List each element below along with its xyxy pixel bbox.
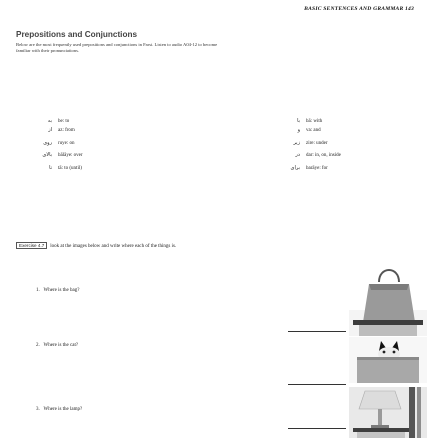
vocab-item <box>30 152 83 158</box>
exercise-text: look at the images below and write where each of the things is. <box>50 244 177 249</box>
vocab-gloss: zire: under <box>306 141 328 146</box>
vocab-farsi: بالای <box>42 152 52 158</box>
vocab-gloss: az: from <box>58 128 75 133</box>
vocab-item <box>30 118 69 124</box>
question-1 <box>36 288 79 293</box>
vocab-farsi: و <box>297 127 300 133</box>
answer-line-3[interactable] <box>288 428 346 429</box>
vocab-farsi: زیر <box>293 140 300 146</box>
vocab-farsi: از <box>48 127 52 133</box>
vocab-gloss: bālāye: over <box>58 153 83 158</box>
vocab-item <box>278 118 322 124</box>
question-number: 2. <box>36 343 40 348</box>
cat-in-box-illustration <box>349 337 427 383</box>
vocab-item <box>278 140 328 146</box>
vocab-item <box>30 140 75 146</box>
vocab-farsi: در <box>295 152 300 158</box>
vocab-gloss: ruye: on <box>58 141 75 146</box>
vocab-item <box>278 165 328 171</box>
vocab-farsi: به <box>47 118 52 124</box>
question-number: 1. <box>36 288 40 293</box>
bag-on-table-photo <box>349 260 427 336</box>
answer-line-2[interactable] <box>288 384 346 385</box>
vocab-gloss: dar: in, on, inside <box>306 153 341 158</box>
vocab-gloss: barāye: for <box>306 166 328 171</box>
vocab-farsi: تا <box>49 165 52 171</box>
vocab-farsi: برای <box>290 165 300 171</box>
lamp-on-table-photo <box>349 387 427 438</box>
lamp-on-table-illustration <box>349 387 427 438</box>
question-text: Where is the bag? <box>43 288 80 293</box>
exercise-instruction <box>16 242 176 249</box>
question-text: Where is the cat? <box>43 343 79 348</box>
answer-line-1[interactable] <box>288 331 346 332</box>
section-title: Prepositions and Conjunctions <box>16 30 137 39</box>
vocab-gloss: tā: to (until) <box>58 166 82 171</box>
vocab-gloss: va: and <box>306 128 321 133</box>
vocab-farsi: روی <box>43 140 52 146</box>
vocab-item <box>30 127 75 133</box>
question-text: Where is the lamp? <box>43 407 83 412</box>
exercise-label: Exercise 4.7 <box>16 242 47 249</box>
question-3 <box>36 407 82 412</box>
question-number: 3. <box>36 407 40 412</box>
vocab-item <box>278 152 341 158</box>
running-head: BASIC SENTENCES AND GRAMMAR 143 <box>304 6 414 12</box>
vocab-farsi: با <box>297 118 300 124</box>
vocab-gloss: be: to <box>58 119 70 124</box>
cat-in-box-photo <box>349 337 427 383</box>
vocab-gloss: bā: with <box>306 119 323 124</box>
vocab-item <box>30 165 82 171</box>
bag-on-table-illustration <box>349 260 427 336</box>
section-intro: Below are the most frequently used prepositions and conjunctions in Farsi. Listen to audio A04-12 to become familiar with their pronunciations. <box>16 42 218 53</box>
vocab-item <box>278 127 321 133</box>
question-2 <box>36 343 78 348</box>
